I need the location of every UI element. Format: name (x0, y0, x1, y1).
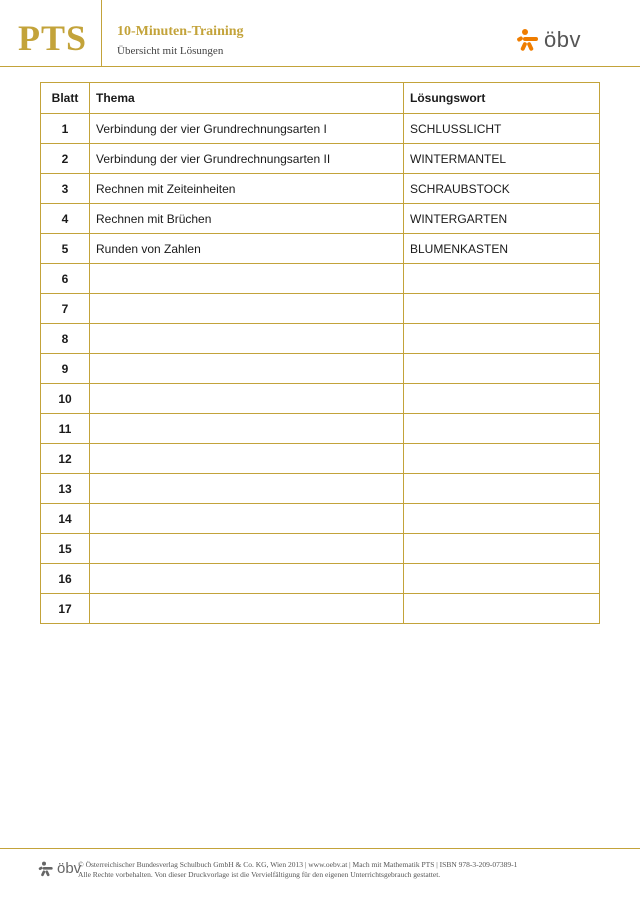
cell-thema (90, 534, 404, 564)
cell-blatt: 10 (41, 384, 90, 414)
cell-thema (90, 474, 404, 504)
cell-loesungswort: BLUMENKASTEN (404, 234, 600, 264)
solutions-table (40, 82, 600, 624)
brand-title: PTS (18, 18, 88, 58)
cell-loesungswort (404, 534, 600, 564)
cell-blatt: 11 (41, 414, 90, 444)
page-header (0, 0, 640, 68)
cell-loesungswort (404, 504, 600, 534)
header-horizontal-divider (0, 66, 640, 67)
cell-loesungswort: SCHLUSSLICHT (404, 114, 600, 144)
cell-thema: Verbindung der vier Grundrechnungsarten I (90, 114, 404, 144)
cell-thema (90, 294, 404, 324)
cell-loesungswort (404, 564, 600, 594)
cell-blatt: 16 (41, 564, 90, 594)
cell-loesungswort: WINTERGARTEN (404, 204, 600, 234)
cell-loesungswort: WINTERMANTEL (404, 144, 600, 174)
oebv-logo (516, 26, 581, 54)
footer-logo-wordmark: öbv (57, 860, 82, 877)
header-vertical-divider (101, 0, 102, 66)
cell-blatt: 17 (41, 594, 90, 624)
table-row (41, 174, 600, 204)
cell-thema (90, 264, 404, 294)
cell-loesungswort (404, 264, 600, 294)
cell-blatt: 2 (41, 144, 90, 174)
cell-loesungswort (404, 294, 600, 324)
table-row (41, 414, 600, 444)
cell-thema: Rechnen mit Zeiteinheiten (90, 174, 404, 204)
table-row (41, 354, 600, 384)
footer-divider (0, 848, 640, 849)
page-title: 10-Minuten-Training (117, 24, 244, 39)
table-row (41, 204, 600, 234)
table-row (41, 534, 600, 564)
cell-blatt: 7 (41, 294, 90, 324)
cell-blatt: 8 (41, 324, 90, 354)
cell-loesungswort: SCHRAUBSTOCK (404, 174, 600, 204)
column-header-thema: Thema (90, 83, 404, 114)
cell-loesungswort (404, 474, 600, 504)
table-row (41, 114, 600, 144)
footer-oebv-logo (38, 860, 81, 877)
cell-blatt: 4 (41, 204, 90, 234)
cell-thema (90, 444, 404, 474)
footer-line-2: Alle Rechte vorbehalten. Von dieser Druckvorlage ist die Vervielfältigung für den eigenen Unterrichtsgebrauch gestattet. (78, 870, 441, 879)
table-header-row (41, 83, 600, 114)
table-row (41, 594, 600, 624)
cell-loesungswort (404, 354, 600, 384)
column-header-loesungswort: Lösungswort (404, 83, 600, 114)
cell-thema (90, 504, 404, 534)
cell-thema (90, 324, 404, 354)
cell-loesungswort (404, 414, 600, 444)
cell-blatt: 3 (41, 174, 90, 204)
cell-blatt: 1 (41, 114, 90, 144)
cell-loesungswort (404, 384, 600, 414)
table-row (41, 294, 600, 324)
table-row (41, 564, 600, 594)
table-row (41, 324, 600, 354)
cell-loesungswort (404, 444, 600, 474)
cell-blatt: 14 (41, 504, 90, 534)
table-row (41, 264, 600, 294)
cell-thema: Runden von Zahlen (90, 234, 404, 264)
cell-loesungswort (404, 594, 600, 624)
cell-blatt: 5 (41, 234, 90, 264)
oebv-star-icon (38, 861, 54, 877)
table-row (41, 384, 600, 414)
column-header-blatt: Blatt (41, 83, 90, 114)
footer-line-1: © Österreichischer Bundesverlag Schulbuch GmbH & Co. KG, Wien 2013 | www.oebv.at | Mach mit Mathematik PTS | ISBN 978-3-209-07389-1 (78, 860, 518, 869)
table-row (41, 144, 600, 174)
cell-thema (90, 594, 404, 624)
footer-copyright (78, 860, 517, 880)
table-row (41, 504, 600, 534)
logo-wordmark: öbv (544, 27, 581, 52)
cell-thema (90, 354, 404, 384)
cell-thema (90, 564, 404, 594)
cell-blatt: 13 (41, 474, 90, 504)
cell-thema: Verbindung der vier Grundrechnungsarten II (90, 144, 404, 174)
oebv-star-icon (516, 28, 540, 52)
cell-blatt: 9 (41, 354, 90, 384)
cell-blatt: 15 (41, 534, 90, 564)
cell-loesungswort (404, 324, 600, 354)
cell-thema (90, 384, 404, 414)
cell-thema: Rechnen mit Brüchen (90, 204, 404, 234)
table-row (41, 234, 600, 264)
cell-blatt: 12 (41, 444, 90, 474)
cell-thema (90, 414, 404, 444)
cell-blatt: 6 (41, 264, 90, 294)
table-row (41, 444, 600, 474)
page-subtitle: Übersicht mit Lösungen (117, 45, 224, 57)
table-row (41, 474, 600, 504)
